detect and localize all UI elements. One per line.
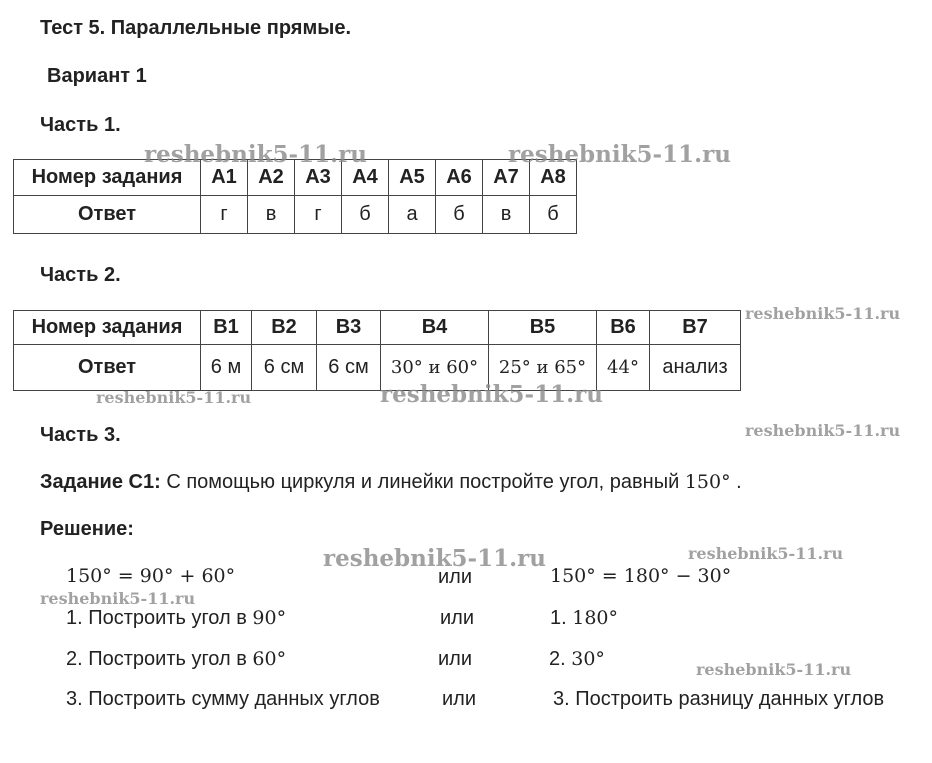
part2-answer-b5: 25° и 65° (489, 345, 597, 391)
watermark: reshebnik5-11.ru (688, 544, 844, 563)
watermark: reshebnik5-11.ru (745, 421, 901, 440)
part1-answer-a1: г (201, 196, 248, 234)
or-label-1: или (438, 566, 473, 588)
or-label-2: или (440, 607, 475, 629)
part2-answer-b1: 6 м (201, 345, 252, 391)
part1-task-a2: A2 (248, 160, 295, 196)
or-label-3: или (438, 648, 473, 670)
part2-heading: Часть 2. (40, 264, 121, 286)
part2-task-b5: B5 (489, 311, 597, 345)
right-step1 (550, 607, 618, 630)
watermark: reshebnik5-11.ru (96, 388, 252, 407)
left-step2 (66, 648, 286, 671)
watermark: reshebnik5-11.ru (696, 660, 852, 679)
part1-heading: Часть 1. (40, 114, 121, 136)
left-step3: 3. Построить сумму данных углов (66, 688, 380, 710)
part1-answer-a8: б (530, 196, 577, 234)
solution-label: Решение: (40, 518, 134, 540)
part2-task-b7: B7 (650, 311, 741, 345)
part1-table (13, 159, 577, 234)
right-formula: 150° = 180° − 30° (550, 565, 732, 587)
watermark: reshebnik5-11.ru (380, 381, 603, 408)
part2-task-b2: B2 (252, 311, 317, 345)
part1-task-a3: A3 (295, 160, 342, 196)
task-c1-angle: 150° (684, 471, 731, 493)
part2-task-b1: B1 (201, 311, 252, 345)
part2-task-b6: B6 (597, 311, 650, 345)
right-step2-text: 2. (549, 648, 566, 670)
left-step1-value: 90° (252, 607, 287, 629)
part1-task-a6: A6 (436, 160, 483, 196)
part2-answer-label: Ответ (14, 345, 201, 391)
part1-answer-a3: г (295, 196, 342, 234)
part1-task-a8: A8 (530, 160, 577, 196)
part2-answer-b3: 6 см (317, 345, 381, 391)
right-step2-value: 30° (571, 648, 605, 670)
right-step1-text: 1. (550, 607, 567, 629)
watermark: reshebnik5-11.ru (745, 304, 901, 323)
part1-task-a5: A5 (389, 160, 436, 196)
task-c1-text: С помощью циркуля и линейки постройте угол, равный (166, 471, 680, 493)
part2-task-b3: B3 (317, 311, 381, 345)
or-label-4: или (442, 688, 477, 710)
part2-header-label: Номер задания (14, 311, 201, 345)
part2-table (13, 310, 741, 391)
part2-answer-b6: 44° (597, 345, 650, 391)
part3-heading: Часть 3. (40, 424, 121, 446)
part1-answer-a6: б (436, 196, 483, 234)
variant-label: Вариант 1 (47, 65, 147, 87)
part1-task-a1: A1 (201, 160, 248, 196)
part1-answer-a5: а (389, 196, 436, 234)
part1-answer-a7: в (483, 196, 530, 234)
right-step2 (549, 648, 605, 671)
part2-task-b4: B4 (381, 311, 489, 345)
right-step3: 3. Построить разницу данных углов (553, 688, 885, 710)
part2-answer-b7: анализ (650, 345, 741, 391)
task-c1 (40, 471, 742, 494)
left-formula: 150° = 90° + 60° (66, 565, 236, 587)
page-title: Тест 5. Параллельные прямые. (40, 17, 351, 39)
left-step1-text: 1. Построить угол в (66, 607, 247, 629)
part1-answer-a2: в (248, 196, 295, 234)
part2-answer-b4: 30° и 60° (381, 345, 489, 391)
part2-answer-b2: 6 см (252, 345, 317, 391)
watermark: reshebnik5-11.ru (144, 141, 367, 168)
part1-answer-a4: б (342, 196, 389, 234)
watermark: reshebnik5-11.ru (508, 141, 731, 168)
part1-task-a7: A7 (483, 160, 530, 196)
right-step1-value: 180° (572, 607, 619, 629)
left-step2-text: 2. Построить угол в (66, 648, 247, 670)
part1-task-a4: A4 (342, 160, 389, 196)
left-step2-value: 60° (252, 648, 287, 670)
watermark: reshebnik5-11.ru (40, 589, 196, 608)
watermark: reshebnik5-11.ru (323, 545, 546, 572)
part1-header-label: Номер задания (14, 160, 201, 196)
part1-answer-label: Ответ (14, 196, 201, 234)
task-c1-end: . (736, 471, 742, 493)
left-step1 (66, 607, 286, 630)
task-c1-label: Задание С1: (40, 471, 161, 493)
